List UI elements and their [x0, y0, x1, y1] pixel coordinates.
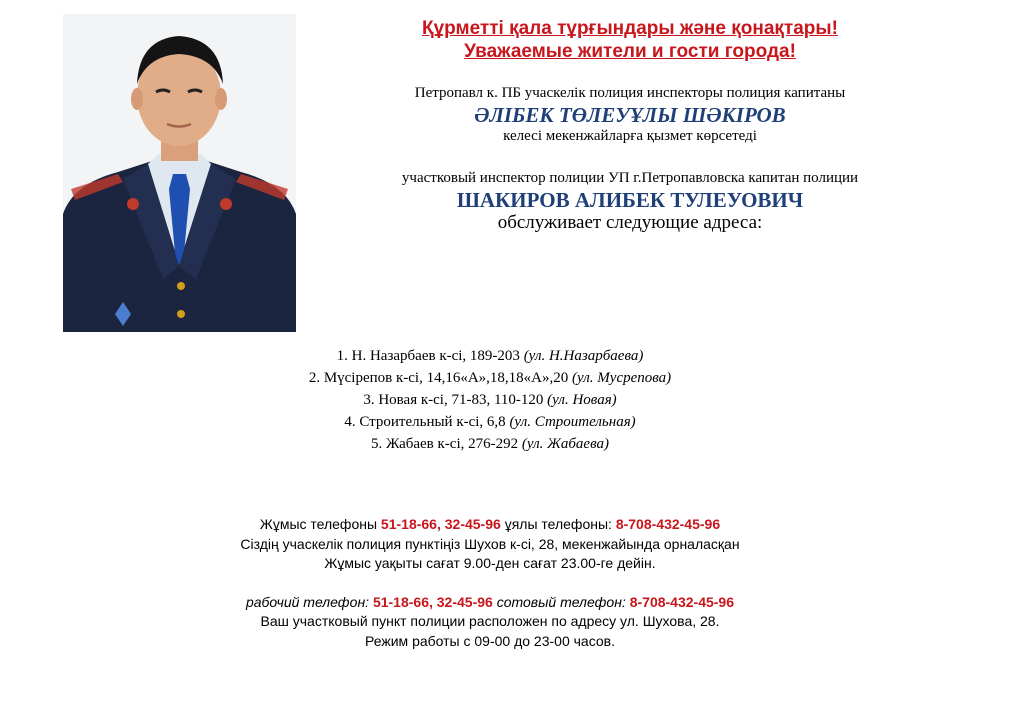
hours-ru: Режим работы с 09-00 до 23-00 часов.	[365, 632, 615, 649]
officer-name-ru: ШАКИРОВ АЛИБЕК ТУЛЕУОВИЧ	[456, 188, 804, 212]
work-phones-ru: 51-18-66, 32-45-96	[372, 593, 493, 610]
work-phones-kz: 51-18-66, 32-45-96	[380, 516, 501, 532]
header	[330, 17, 930, 234]
address-item: 1. Н. Назарбаев к-сі, 189-203 (ул. Н.Назарбаева)	[336, 348, 644, 364]
greeting-ru: Уважаемые жители и гости города!	[464, 41, 796, 62]
location-kz: Сіздің учаскелік полиция пунктіңіз Шухов к-сі, 28, мекенжайында орналасқан	[240, 535, 740, 552]
phones-ru: рабочий телефон: 51-18-66, 32-45-96 сотовый телефон: 8-708-432-45-96	[245, 593, 734, 610]
kz-intro: Петропавл к. ПБ учаскелік полиция инспекторы полиция капитаны	[414, 85, 846, 101]
ru-serves: обслуживает следующие адреса:	[497, 212, 763, 233]
address-item: 4. Строительный к-сі, 6,8 (ул. Строительная)	[344, 414, 636, 430]
contacts	[130, 515, 850, 651]
address-item: 3. Новая к-сі, 71-83, 110-120 (ул. Новая)	[363, 392, 617, 408]
address-item: 5. Жабаев к-сі, 276-292 (ул. Жабаева)	[371, 436, 609, 452]
phones-kz: Жұмыс телефоны 51-18-66, 32-45-96 ұялы телефоны: 8-708-432-45-96	[259, 516, 721, 532]
mobile-phone-kz: 8-708-432-45-96	[615, 516, 721, 532]
officer-name-kz: ӘЛІБЕК ТӨЛЕУҰЛЫ ШӘКІРОВ	[474, 103, 786, 127]
address-list	[180, 345, 800, 455]
ru-intro: участковый инспектор полиции УП г.Петропавловска капитан полиции	[401, 170, 859, 186]
mobile-phone-ru: 8-708-432-45-96	[629, 593, 734, 610]
officer-portrait-icon	[63, 14, 296, 332]
officer-photo	[63, 14, 296, 332]
location-ru: Ваш участковый пункт полиции расположен по адресу ул. Шухова, 28.	[260, 613, 720, 629]
address-item: 2. Мүсірепов к-сі, 14,16«А»,18,18«А»,20 (ул. Мусрепова)	[308, 370, 672, 386]
hours-kz: Жұмыс уақыты сағат 9.00-ден сағат 23.00-ге дейін.	[324, 555, 656, 571]
greeting-kz: Құрметті қала тұрғындары және қонақтары!	[422, 18, 838, 39]
kz-serves: келесі мекенжайларға қызмет көрсетеді	[503, 128, 757, 144]
